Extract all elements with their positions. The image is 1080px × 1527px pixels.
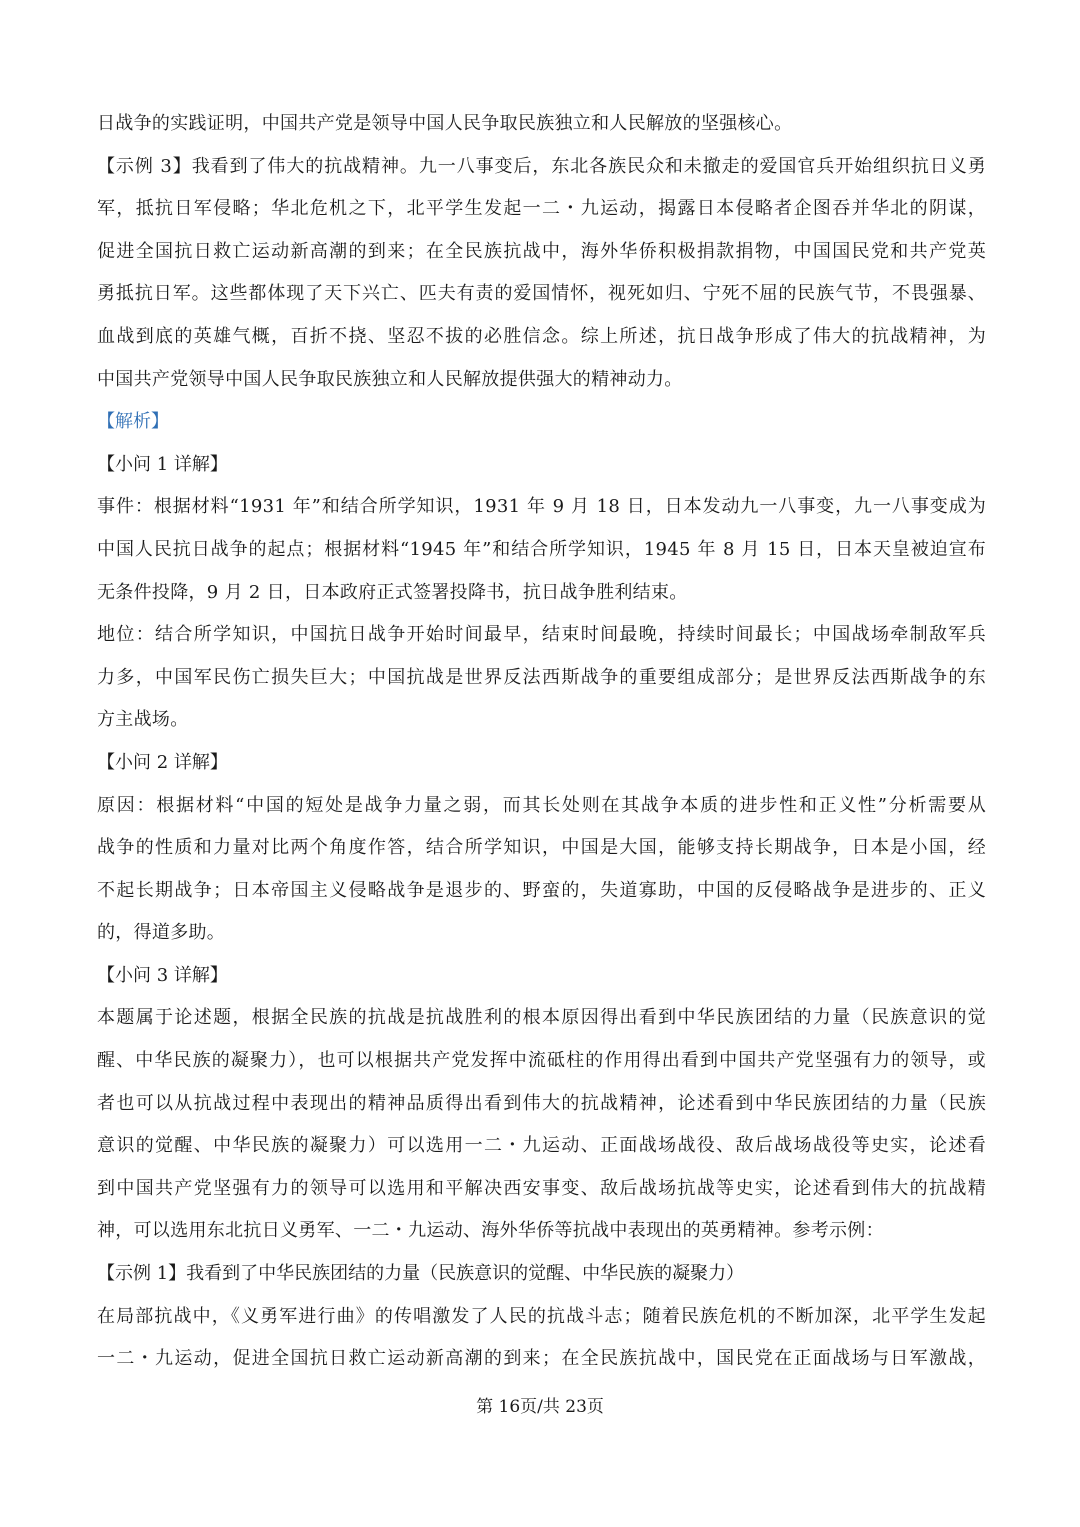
text-line: 勇抵抗日军。这些都体现了天下兴亡、匹夫有责的爱国情怀，视死如归、宁死不屈的民族气节，不畏强暴、 — [97, 283, 986, 305]
text-line: 神，可以选用东北抗日义勇军、一二・九运动、海外华侨等抗战中表现出的英勇精神。参考示例： — [97, 1220, 884, 1242]
text-line: 本题属于论述题，根据全民族的抗战是抗战胜利的根本原因得出看到中华民族团结的力量（民族意识的觉 — [97, 1007, 986, 1029]
example-1-title: 【示例 1】我看到了中华民族团结的力量（民族意识的觉醒、中华民族的凝聚力） — [97, 1263, 745, 1285]
text-line: 到中国共产党坚强有力的领导可以选用和平解决西安事变、敌后战场抗战等史实，论述看到伟大的抗战精 — [97, 1177, 986, 1199]
example-1-paragraph — [97, 1296, 986, 1381]
q3-paragraph — [97, 997, 986, 1253]
text-line: 无条件投降，9 月 2 日，日本政府正式签署投降书，抗日战争胜利结束。 — [97, 581, 688, 603]
q1-status-paragraph — [97, 614, 986, 742]
page-number: 第 16页/共 23页 — [476, 1397, 604, 1417]
text-line: 【示例 3】我看到了伟大的抗战精神。九一八事变后，东北各族民众和未撤走的爱国官兵开始组织抗日义勇 — [97, 155, 986, 177]
text-line: 促进全国抗日救亡运动新高潮的到来；在全民族抗战中，海外华侨积极捐款捐物，中国国民党和共产党英 — [97, 240, 986, 262]
text-line: 醒、中华民族的凝聚力），也可以根据共产党发挥中流砥柱的作用得出看到中国共产党坚强有力的领导，或 — [97, 1050, 986, 1072]
q2-paragraph — [97, 785, 986, 955]
q1-event-paragraph — [97, 486, 986, 614]
text-line: 意识的觉醒、中华民族的凝聚力）可以选用一二・九运动、正面战场战役、敌后战场战役等史实，论述看 — [97, 1135, 986, 1157]
text-line: 中国共产党领导中国人民争取民族独立和人民解放提供强大的精神动力。 — [97, 368, 683, 390]
text-line: 方主战场。 — [97, 709, 189, 731]
analysis-heading: 【解析】 — [97, 411, 169, 433]
text-line: 血战到底的英雄气概，百折不挠、坚忍不拔的必胜信念。综上所述，抗日战争形成了伟大的抗战精神，为 — [97, 325, 986, 347]
document-body — [97, 103, 986, 1381]
text-line: 一二・九运动，促进全国抗日救亡运动新高潮的到来；在全民族抗战中，国民党在正面战场与日军激战， — [97, 1348, 986, 1370]
q2-heading: 【小问 2 详解】 — [97, 751, 228, 773]
text-line: 事件：根据材料“1931 年”和结合所学知识，1931 年 9 月 18 日，日本发动九一八事变，九一八事变成为 — [97, 496, 986, 518]
q1-heading: 【小问 1 详解】 — [97, 453, 228, 475]
paragraph-conclusion — [97, 103, 986, 146]
text-line: 者也可以从抗战过程中表现出的精神品质得出看到伟大的抗战精神，论述看到中华民族团结的力量（民族 — [97, 1092, 986, 1114]
text-line: 的，得道多助。 — [97, 922, 226, 944]
paragraph-example-3 — [97, 146, 986, 402]
text-line: 中国人民抗日战争的起点；根据材料“1945 年”和结合所学知识，1945 年 8 月 15 日，日本天皇被迫宣布 — [97, 538, 986, 560]
text-line: 原因：根据材料“中国的短处是战争力量之弱，而其长处则在其战争本质的进步性和正义性”分析需要从 — [97, 794, 986, 816]
text-line: 不起长期战争；日本帝国主义侵略战争是退步的、野蛮的，失道寡助，中国的反侵略战争是进步的、正义 — [97, 879, 986, 901]
text-line: 在局部抗战中，《义勇军进行曲》的传唱激发了人民的抗战斗志；随着民族危机的不断加深，北平学生发起 — [97, 1305, 986, 1327]
q3-heading: 【小问 3 详解】 — [97, 964, 228, 986]
text-line: 力多，中国军民伤亡损失巨大；中国抗战是世界反法西斯战争的重要组成部分；是世界反法西斯战争的东 — [97, 666, 986, 688]
text-line: 战争的性质和力量对比两个角度作答，结合所学知识，中国是大国，能够支持长期战争，日本是小国，经 — [97, 837, 986, 859]
text-line: 地位：结合所学知识，中国抗日战争开始时间最早，结束时间最晚，持续时间最长；中国战场牵制敌军兵 — [97, 624, 986, 646]
text-line: 日战争的实践证明，中国共产党是领导中国人民争取民族独立和人民解放的坚强核心。 — [97, 113, 793, 134]
text-line: 军，抵抗日军侵略；华北危机之下，北平学生发起一二・九运动，揭露日本侵略者企图吞并华北的阴谋， — [97, 198, 986, 220]
